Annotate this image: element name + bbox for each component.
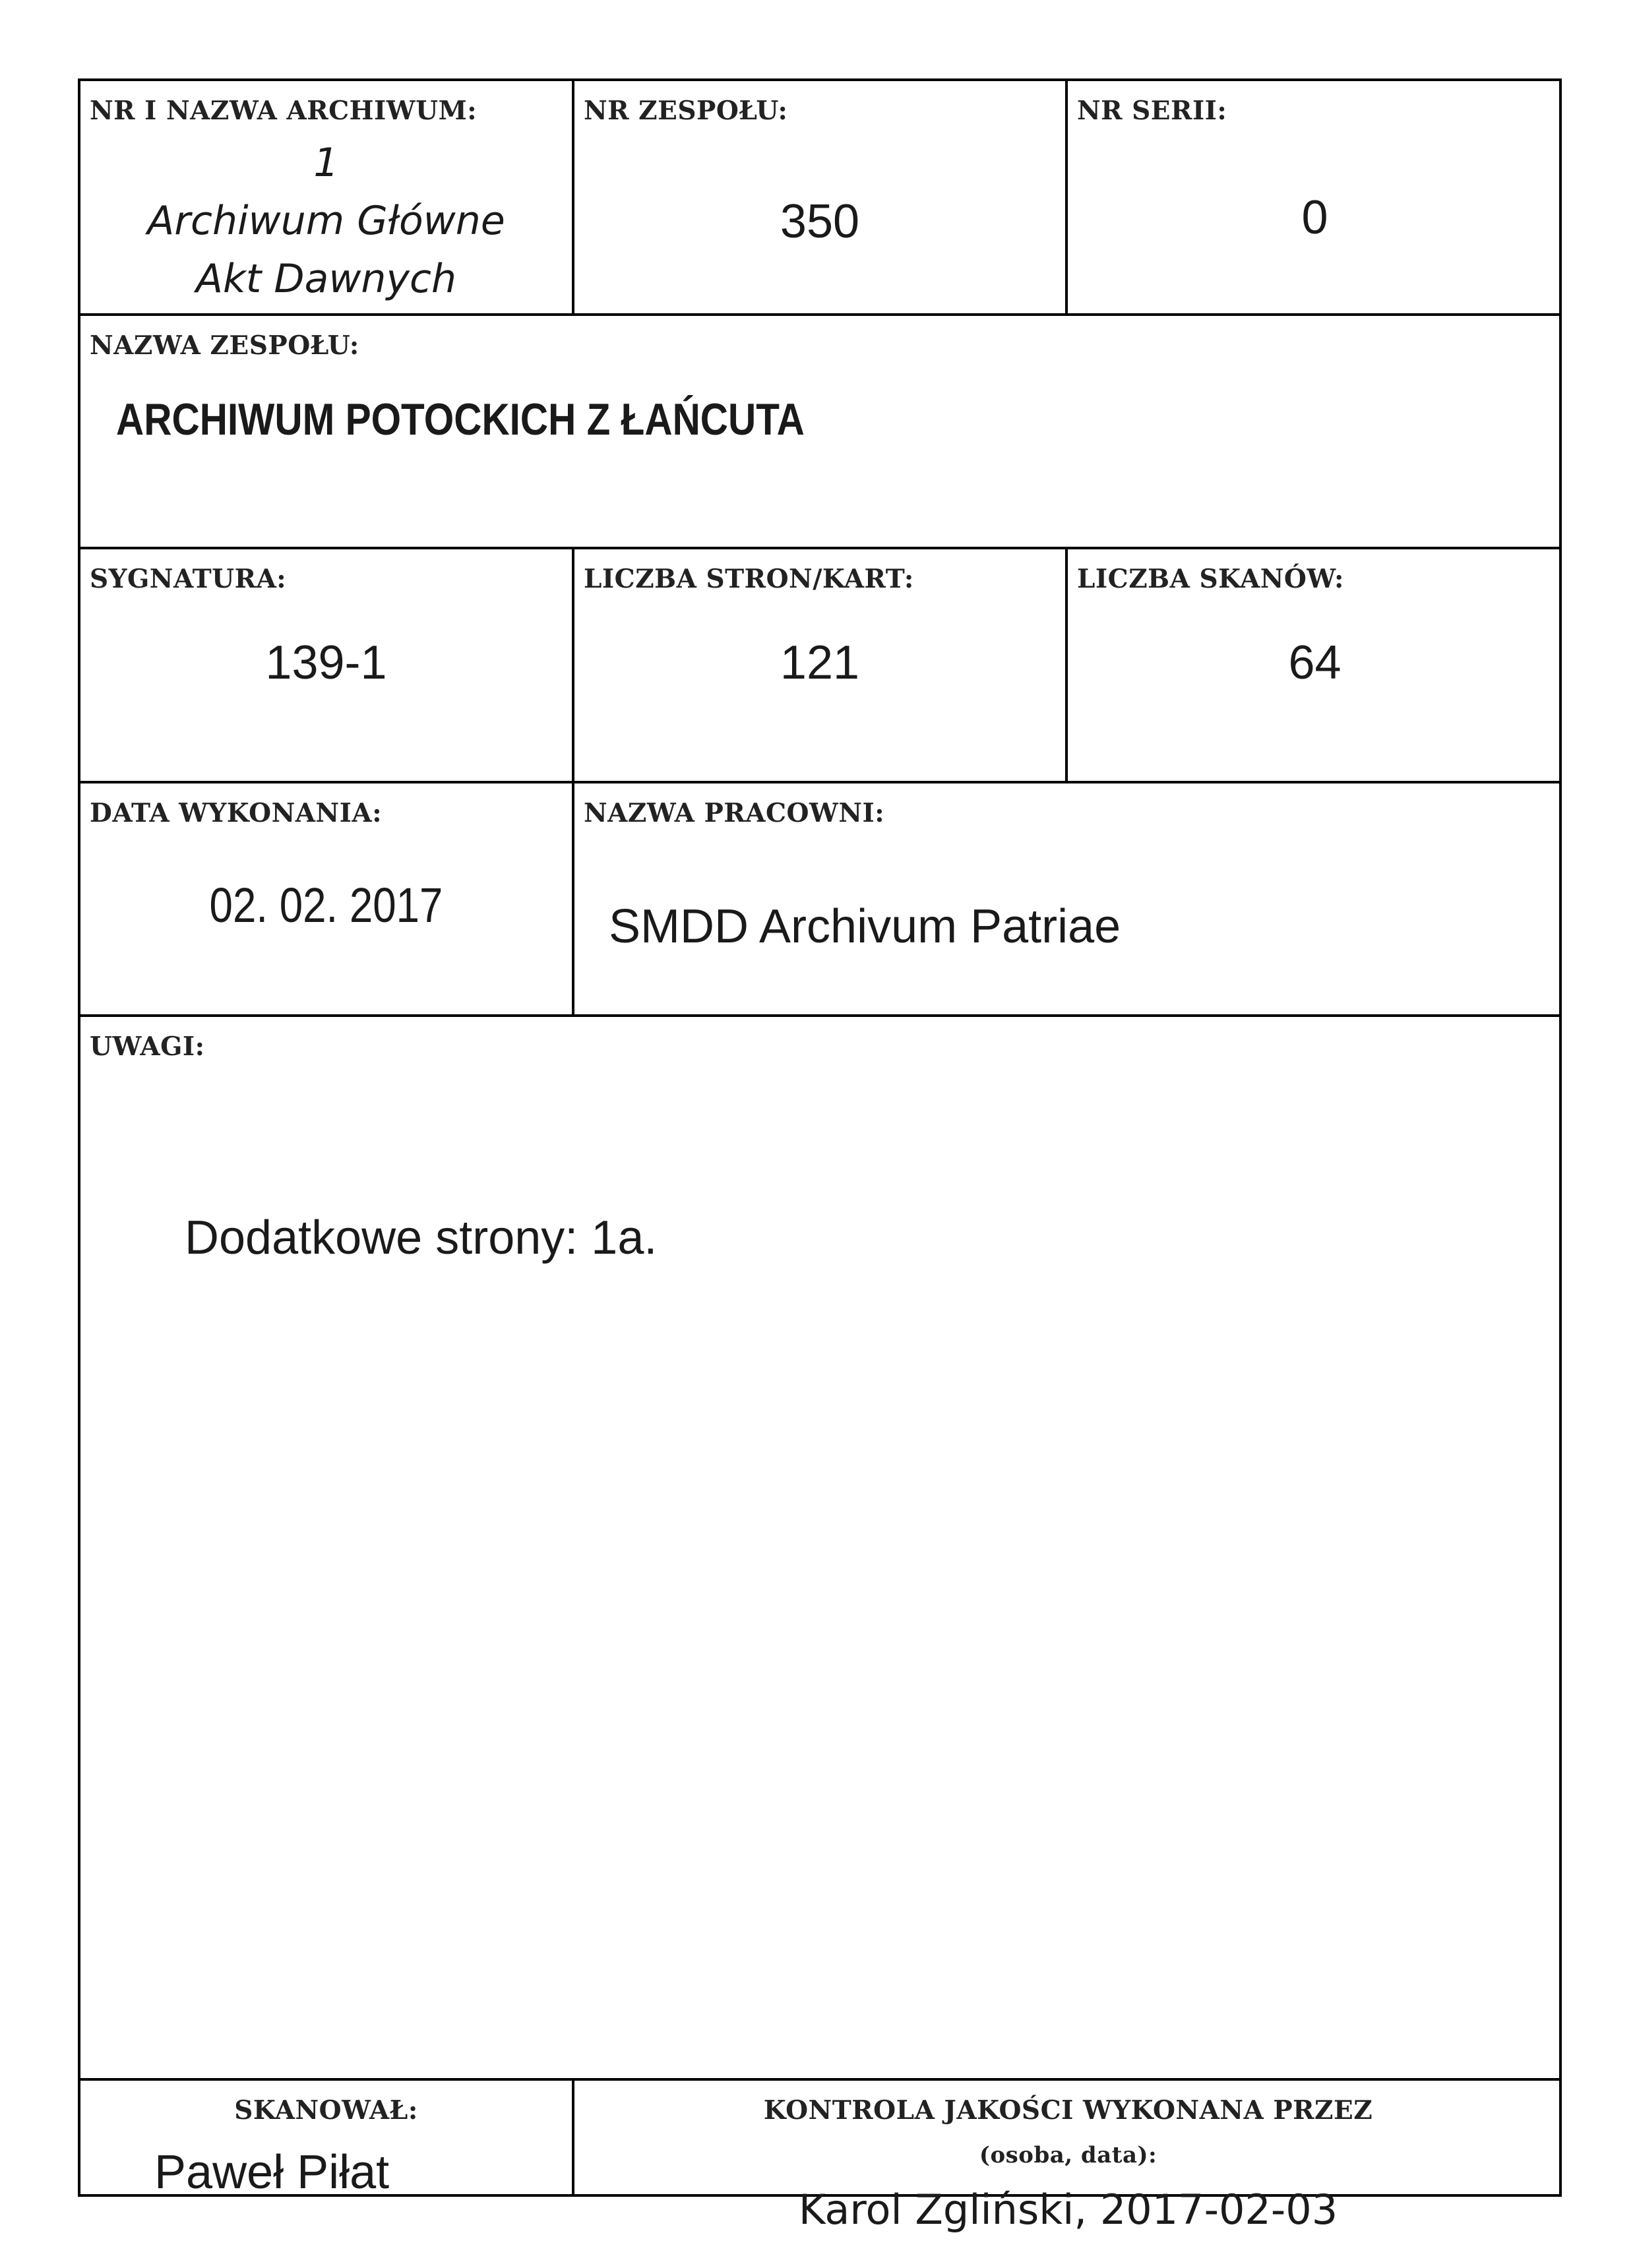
scans-count-cell <box>1068 549 1562 781</box>
quality-control-value: Karol Zgliński, 2017-02-03 <box>798 2186 1338 2234</box>
workshop-cell <box>574 783 1562 1014</box>
scans-count-label: LICZBA SKANÓW: <box>1077 564 1344 594</box>
quality-control-cell <box>574 2081 1562 2234</box>
fonds-name-label: NAZWA ZESPOŁU: <box>90 330 359 361</box>
pages-count-cell <box>574 549 1065 781</box>
archive-card <box>78 78 1562 2234</box>
date-label: DATA WYKONANIA: <box>90 798 383 828</box>
workshop-label: NAZWA PRACOWNI: <box>584 798 885 828</box>
quality-control-label: KONTROLA JAKOŚCI WYKONANA PRZEZ <box>763 2095 1373 2126</box>
notes-value: Dodatkowe strony: 1a. <box>185 1211 658 1264</box>
workshop-value: SMDD Archivum Patriae <box>609 900 1121 953</box>
fonds-name-cell <box>80 316 1562 547</box>
fonds-number-cell <box>574 81 1065 313</box>
date-value: 02. 02. 2017 <box>209 878 443 933</box>
signature-value: 139-1 <box>265 636 387 689</box>
scanned-by-label: SKANOWAŁ: <box>234 2095 418 2126</box>
archive-label: NR I NAZWA ARCHIWUM: <box>90 96 478 126</box>
fonds-number-label: NR ZESPOŁU: <box>584 96 788 126</box>
scanned-by-cell <box>80 2081 572 2197</box>
pages-count-value: 121 <box>780 636 860 689</box>
fonds-number-value: 350 <box>780 195 860 248</box>
signature-cell <box>80 549 572 781</box>
series-number-label: NR SERII: <box>1077 96 1227 126</box>
archive-name-line2: Akt Dawnych <box>196 256 456 302</box>
series-number-value: 0 <box>1301 191 1328 244</box>
scanned-by-value: Paweł Piłat <box>154 2146 390 2199</box>
pages-count-label: LICZBA STRON/KART: <box>584 564 914 594</box>
archive-name-line1: Archiwum Główne <box>147 198 505 244</box>
signature-label: SYGNATURA: <box>90 564 287 594</box>
scans-count-value: 64 <box>1288 636 1342 689</box>
date-cell <box>80 783 572 1014</box>
fonds-name-value: ARCHIWUM POTOCKICH Z ŁAŃCUTA <box>116 394 805 444</box>
notes-label: UWAGI: <box>90 1031 205 1062</box>
quality-control-sublabel: (osoba, data): <box>979 2142 1157 2168</box>
series-number-cell <box>1068 81 1562 313</box>
notes-cell <box>80 1017 1562 2078</box>
archive-cell <box>80 81 572 313</box>
archive-number: 1 <box>313 140 339 186</box>
